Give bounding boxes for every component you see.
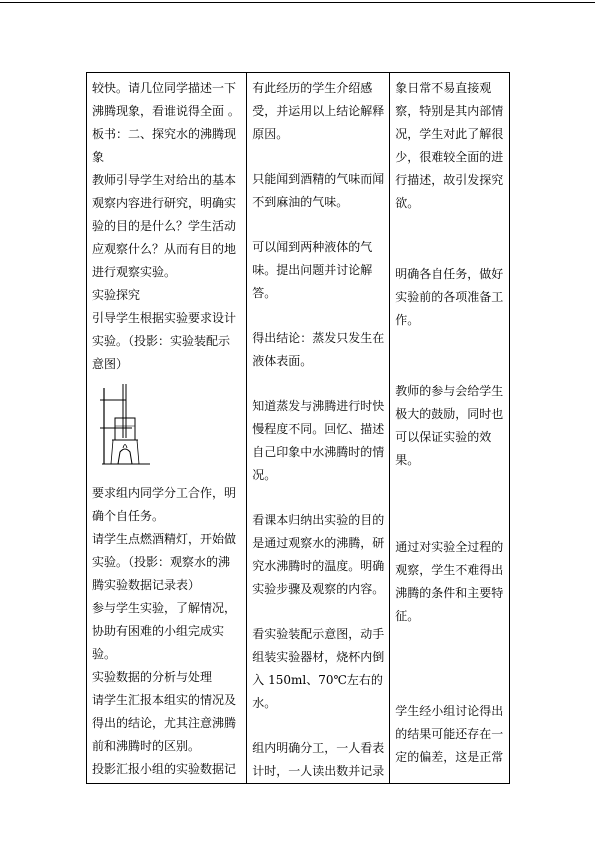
paragraph: 通过对实验全过程的观察，学生不难得出沸腾的条件和主要特征。 [395,540,504,623]
lesson-plan-table [86,72,510,784]
paragraph: 教师的参与会给学生极大的鼓励，同时也可以保证实验的效果。 [395,384,504,467]
section-heading: 实验探究 [92,288,141,302]
paragraph: 教师引导学生对给出的基本观察内容进行研究，明确实验的目的是什么？学生活动应观察什么？从而有目的地进行观察实验。 [92,173,237,279]
paragraph: 较快。请几位同学描述一下沸腾现象，看谁说得全面 。 [92,81,240,118]
apparatus-diagram [96,378,156,470]
paragraph: 可以闻到两种液体的气味。提出问题并讨论解答。 [252,240,373,300]
table-row [87,73,510,784]
paragraph: 请学生汇报本组实的情况及得出的结论，尤其注意沸腾前和沸腾时的区别。 [92,693,237,753]
paragraph: 要求组内同学分工合作，明确个自任务。 [92,486,237,523]
teacher-activity-column [87,73,247,784]
paragraph: 知道蒸发与沸腾进行时快慢程度不同。回忆、描述自己印象中水沸腾时的情况。 [252,399,385,482]
paragraph: 组内明确分工，一人看表计时，一人读出数并记录 [252,741,385,778]
paragraph: 象日常不易直接观察，特别是其内部情况，学生对此了解很少，很难较全面的进行描述，故引发探究欲。 [395,81,504,210]
student-activity-column [247,73,390,784]
paragraph: 看实验装配示意图，动手组装实验器材，烧杯内倒入 150ml、70℃左右的水。 [252,627,385,710]
paragraph: 看课本归纳出实验的目的是通过观察水的沸腾，研究水沸腾时的温度。明确实验步骤及观察的内容。 [252,513,385,596]
paragraph: 学生经小组讨论得出的结果可能还存在一定的偏差，这是正常 [395,704,504,764]
section-heading: 实验数据的分析与处理 [92,670,213,684]
paragraph: 得出结论：蒸发只发生在液体表面。 [252,331,385,368]
paragraph: 投影汇报小组的实验数据记 [92,762,237,776]
paragraph: 请学生点燃酒精灯，开始做实验。（投影：观察水的沸腾实验数据记录表） [92,532,237,592]
header-rule [0,2,595,3]
design-intent-column [390,73,510,784]
paragraph: 引导学生根据实验要求设计实验。（投影：实验装配示意图） [92,311,237,371]
paragraph: 参与学生实验，了解情况，协助有困难的小组完成实验。 [92,601,237,661]
paragraph: 有此经历的学生介绍感受，并运用以上结论解释原因。 [252,81,385,141]
paragraph: 明确各自任务，做好实验前的各项准备工作。 [395,267,504,327]
board-writing: 板书：二、探究水的沸腾现象 [92,127,237,164]
paragraph: 只能闻到酒精的气味而闻不到麻油的气味。 [252,172,385,209]
